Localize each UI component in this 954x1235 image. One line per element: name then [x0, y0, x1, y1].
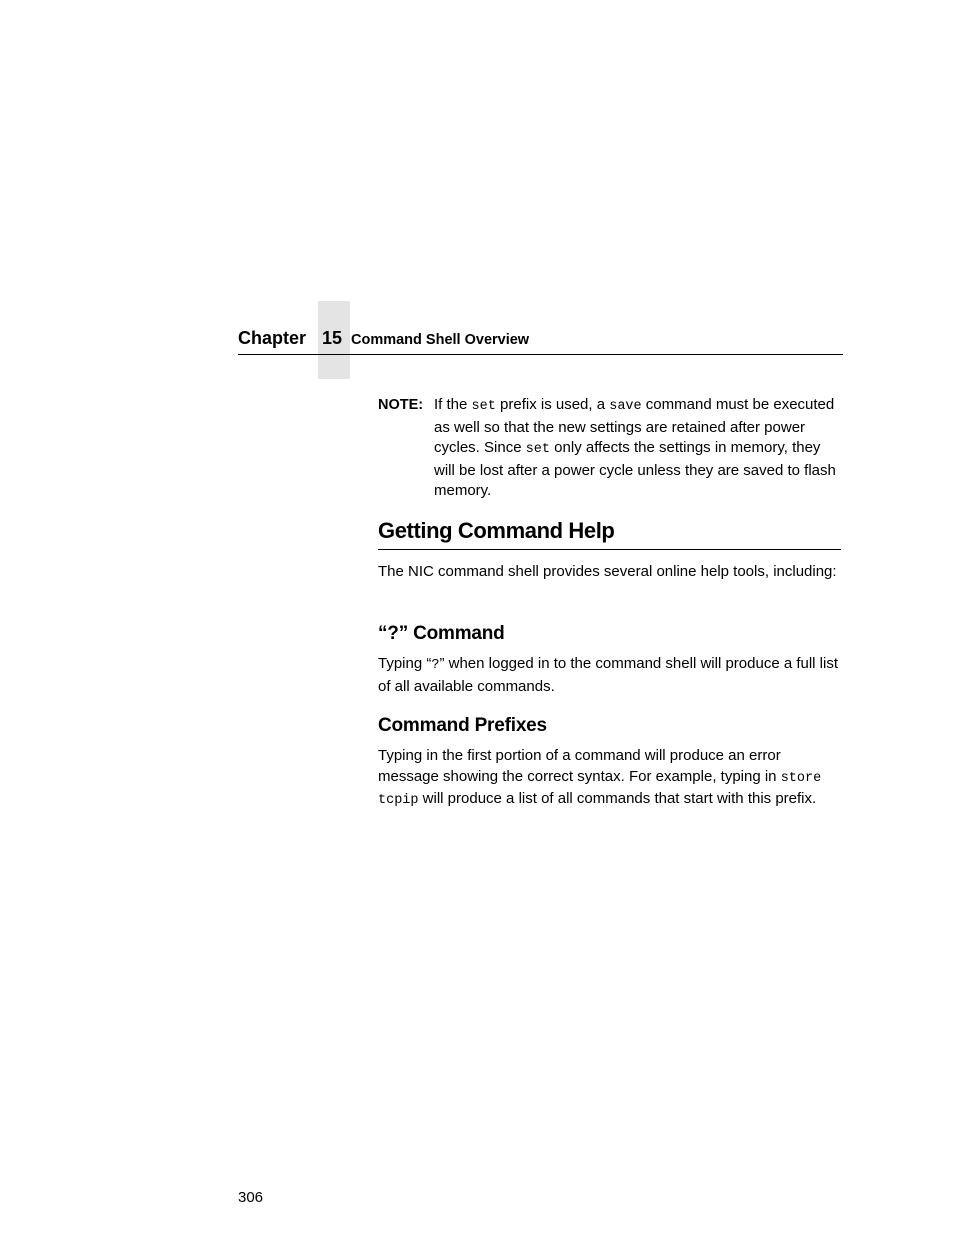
- note-body: [434, 395, 843, 502]
- note-label: NOTE:: [378, 397, 424, 413]
- chapter-title: Command Shell Overview: [351, 332, 530, 348]
- code-store-tcpip: store tcpip: [378, 770, 822, 809]
- question-command-heading: “?” Command: [378, 623, 505, 644]
- paragraph-text: Typing in the first portion of a command will produce an error message showing the correct syntax. For example, typing in: [378, 747, 781, 785]
- paragraph-text: Typing “: [378, 655, 432, 672]
- command-prefixes-heading: Command Prefixes: [378, 715, 547, 736]
- note-text: command must be executed as well so that the new settings are retained after power cycles. Since: [434, 396, 835, 457]
- code-set: set: [525, 442, 551, 458]
- code-question: ?: [431, 658, 440, 673]
- section-heading: Getting Command Help: [378, 518, 615, 543]
- note-block: [378, 395, 843, 502]
- section-intro: The NIC command shell provides several online help tools, including:: [378, 563, 837, 580]
- page-number: 306: [238, 1189, 264, 1206]
- paragraph-text: will produce a list of all commands that start with this prefix.: [418, 790, 817, 808]
- paragraph-text: ” when logged in to the command shell will produce a full list of all available commands.: [378, 655, 839, 695]
- command-prefixes-paragraph: [378, 746, 843, 812]
- code-save: save: [609, 399, 642, 414]
- code-set: set: [471, 399, 496, 414]
- note-text: If the: [434, 396, 472, 413]
- note-text: prefix is used, a: [495, 396, 610, 413]
- header-rule: [238, 354, 843, 355]
- note-text: only affects the settings in memory, they will be lost after a power cycle unless they are saved to flash memory.: [434, 439, 836, 500]
- section-rule: [378, 549, 841, 550]
- chapter-label: Chapter: [238, 328, 307, 348]
- question-command-paragraph: [378, 654, 843, 697]
- chapter-number: 15: [322, 328, 343, 348]
